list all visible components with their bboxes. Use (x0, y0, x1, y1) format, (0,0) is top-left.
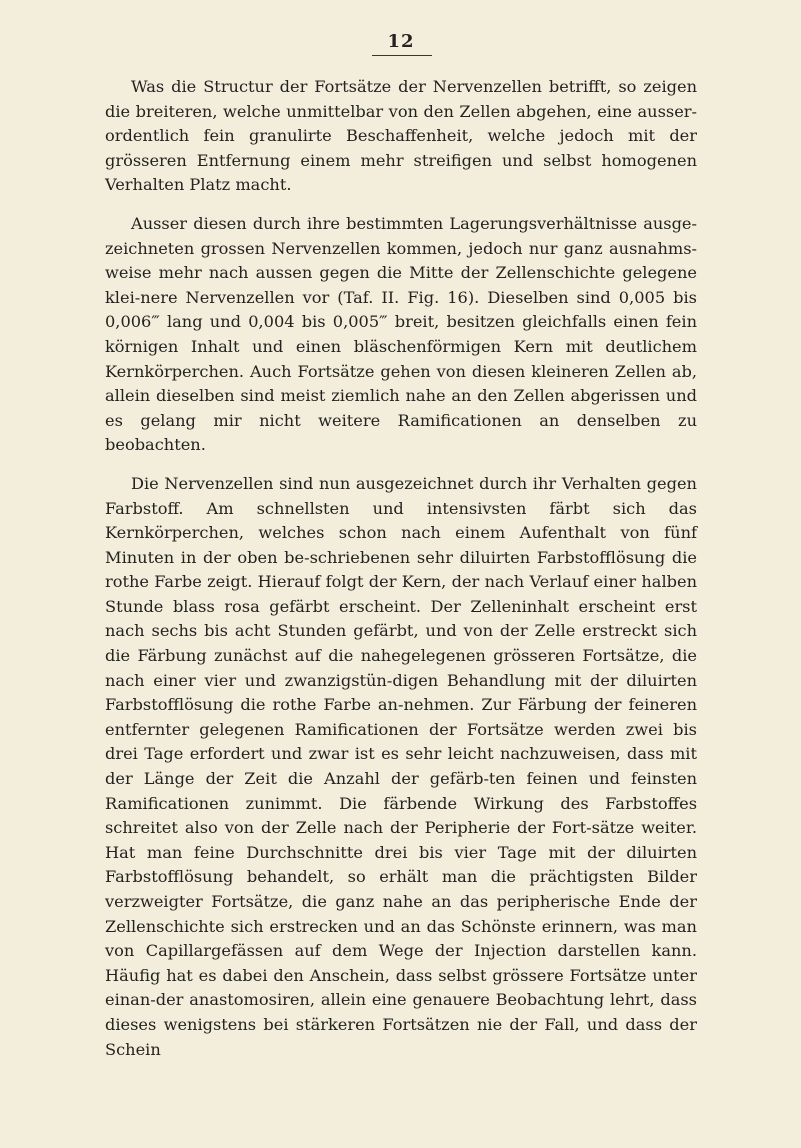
body-text (105, 75, 697, 1076)
page-number-rule (372, 55, 432, 56)
paragraph-smaller-nerve-cells: Ausser diesen durch ihre bestimmten Lagerungsverhältnisse ausge-zeichneten grossen Nervenzellen kommen, jedoch nur ganz ausnahms-weise mehr nach aussen gegen die Mitte der Zellenschichte gelegene klei-nere Nervenzellen vor (Taf. II. Fig. 16). Dieselben sind 0,005 bis 0,006‴ lang und 0,004 bis 0,005‴ breit, besitzen gleichfalls einen fein körnigen Inhalt und einen bläschenförmigen Kern mit deutlichem Kernkörperchen. Auch Fortsätze gehen von diesen kleineren Zellen ab, allein dieselben sind meist ziemlich nahe an den Zellen abgerissen und es gelang mir nicht weitere Ramificationen an denselben zu beobachten. (105, 213, 697, 455)
paragraph-staining-behaviour: Die Nervenzellen sind nun ausgezeichnet durch ihr Verhalten gegen Farbstoff. Am schnellsten und intensivsten färbt sich das Kernkörperchen, welches schon nach einem Aufenthalt von fünf Minuten in der oben be-schriebenen sehr diluirten Farbstofflösung die rothe Farbe zeigt. Hierauf folgt der Kern, der nach Verlauf einer halben Stunde blass rosa gefärbt erscheint. Der Zelleninhalt erscheint erst nach sechs bis acht Stunden gefärbt, und von der Zelle erstreckt sich die Färbung zunächst auf die nahegelegenen grösseren Fortsätze, die nach einer vier und zwanzigstün-digen Behandlung mit der diluirten Farbstofflösung die rothe Farbe an-nehmen. Zur Färbung der feineren entfernter gelegenen Ramificationen der Fortsätze werden zwei bis drei Tage erfordert und zwar ist es sehr leicht nachzuweisen, dass mit der Länge der Zeit die Anzahl der gefärb-ten feinen und feinsten Ramificationen zunimmt. Die färbende Wirkung des Farbstoffes schreitet also von der Zelle nach der Peripherie der Fort-sätze weiter. Hat man feine Durchschnitte drei bis vier Tage mit der diluirten Farbstofflösung behandelt, so erhält man die prächtigsten Bilder verzweigter Fortsätze, die ganz nahe an das peripherische Ende der Zellenschichte sich erstrecken und an das Schönste erinnern, was man von Capillargefässen auf dem Wege der Injection darstellen kann. Häufig hat es dabei den Anschein, dass selbst grössere Fortsätze unter einan-der anastomosiren, allein eine genauere Beobachtung lehrt, dass dieses wenigstens bei stärkeren Fortsätzen nie der Fall, und dass der Schein (105, 473, 697, 1059)
paragraph-structure-of-processes: Was die Structur der Fortsätze der Nervenzellen betrifft, so zeigen die breiteren, welche unmittelbar von den Zellen abgehen, eine ausser-ordentlich fein granulirte Beschaffenheit, welche jedoch mit der grösseren Entfernung einem mehr streifigen und selbst homogenen Verhalten Platz macht. (105, 77, 697, 195)
page-number: 12 (387, 31, 415, 52)
